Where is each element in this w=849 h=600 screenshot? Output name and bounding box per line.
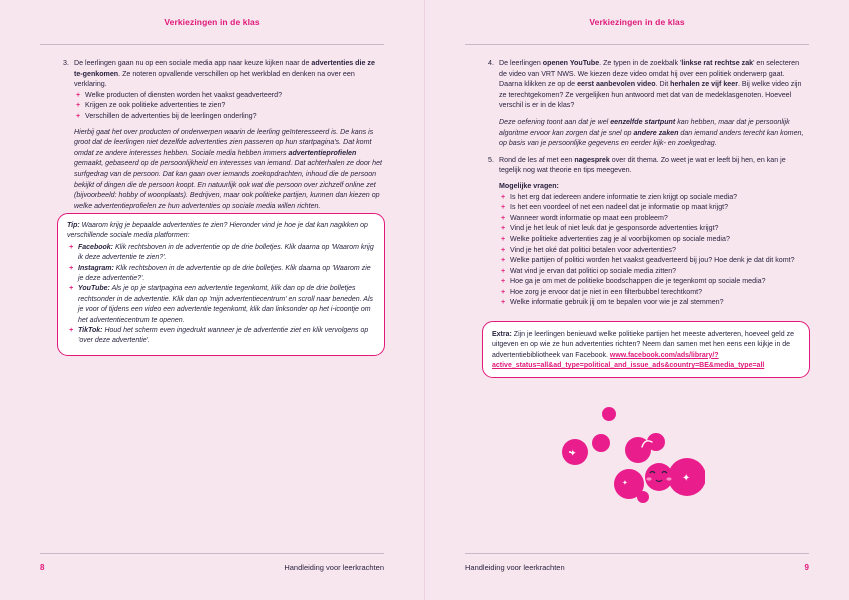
- text: Klik rechtsboven in de advertentie op de drie bolletjes. Klik daarna op 'Waarom krijg ik deze advertentie te zien?'.: [78, 243, 374, 262]
- question-text: Wanneer wordt informatie op maat een probleem?: [510, 213, 668, 222]
- list-item: [74, 111, 383, 122]
- text: De leerlingen: [499, 59, 543, 67]
- text: Hierbij gaat het over producten of onderwerpen waarin de leerling geïnteresseerd is. De kans is groot dat de leerlingen niet dezelfde advertenties zien passeren op hun startpagina's. Dat komt omdat ze andere interesses hebben. Sociale media hebben immers: [74, 127, 374, 157]
- header-title: Verkiezingen in de klas: [164, 17, 260, 27]
- list-item: [67, 284, 375, 326]
- bullet-list: [74, 90, 383, 122]
- text: dan iemand anders terecht kan komen, op basis van je persoonlijke gegevens en eerder kijk- en zoekgedrag.: [499, 128, 804, 148]
- footer-rule: [40, 553, 384, 554]
- text: kan hebben, maar dat je persoonlijk algoritme ervoor kan zorgen dat je snel op: [499, 117, 790, 137]
- list-item-text: Welke producten of diensten worden het vaakst geadverteerd?: [85, 90, 283, 99]
- footer-text: Handleiding voor leerkrachten: [284, 563, 384, 572]
- extra-text: [492, 330, 800, 372]
- text: . Dit: [655, 80, 671, 89]
- list-item: [67, 264, 375, 285]
- text: . Ze noteren opvallende verschillen op het werkblad en denken na over een verklaring.: [74, 69, 355, 89]
- platform-name: TikTok:: [78, 327, 103, 335]
- step-5-text: [499, 155, 808, 176]
- steps-4-5: [488, 58, 808, 308]
- question-text: Vind je het leuk of niet leuk dat je gesponsorde advertenties krijgt?: [510, 224, 719, 233]
- plus-icon: +: [76, 111, 81, 120]
- text: Zijn je leerlingen benieuwd welke politieke partijen het meeste adverteren, hoeveel geld ze uitgeven en op wie ze hun advertenties richten? Neem dan samen met hen eens een kijkje in de advertentiebibliotheek van Facebook.: [492, 331, 794, 359]
- question-item: [499, 223, 808, 234]
- question-text: Is het een voordeel of net een nadeel dat je informatie op maat krijgt?: [510, 203, 729, 212]
- step-number: 5.: [488, 155, 494, 164]
- text: Deze oefening toont aan dat je wel: [499, 117, 611, 126]
- header-rule: [40, 44, 384, 45]
- plus-icon: +: [501, 224, 506, 233]
- plus-icon: +: [501, 234, 506, 243]
- list-item: [67, 243, 375, 264]
- plus-icon: +: [501, 245, 506, 254]
- plus-icon: +: [501, 266, 506, 275]
- plus-icon: +: [501, 256, 506, 265]
- step-5-item: [488, 155, 808, 308]
- bold-text: advertentieprofielen: [288, 148, 357, 157]
- footer-rule: [465, 553, 809, 554]
- step-4-text: [499, 58, 808, 111]
- question-text: Is het erg dat iedereen andere informatie te zien krijgt op sociale media?: [510, 192, 738, 201]
- sparkle-icon: ✦: [569, 449, 577, 459]
- plus-icon: +: [501, 277, 506, 286]
- question-text: Welke partijen of politici worden het vaakst geadverteerd bij jou? Hoe denk je dat dit komt?: [510, 256, 795, 265]
- bold-text: andere zaken: [633, 128, 679, 137]
- step-3-item: [63, 58, 383, 211]
- right-page: [425, 0, 849, 600]
- question-text: Wat vind je ervan dat politici op sociale media zitten?: [510, 266, 677, 275]
- tip-box: [57, 213, 385, 356]
- text: Klik rechtsboven in de advertentie op de drie bolletjes. Klik daarna op 'Waarom zie je deze advertentie?'.: [78, 264, 371, 283]
- platform-name: Facebook:: [78, 243, 114, 251]
- left-page: [0, 0, 424, 600]
- text: gemaakt, gebaseerd op de persoonlijkheid en interesses van iemand. Dat achterhalen ze door het surfgedrag van de persoon. Dat kan gaan over iemands zoekopdrachten, inhoud die de persoon bekijkt of dingen die de persoon koopt. En natuurlijk ook wat die persoon over zichzelf online zet (bijvoorbeeld: hobby of woonplaats). Bedrijven, maar ook politieke partijen, kunnen dan kiezen op welke advertentieprofielen ze hun advertenties op sociale media willen richten.: [74, 159, 382, 210]
- question-text: Hoe ga je om met de politieke boodschappen die je tegenkomt op sociale media?: [510, 277, 766, 286]
- list-item: [67, 326, 375, 347]
- question-item: [499, 202, 808, 213]
- sparkle-icon: ✦: [682, 473, 691, 484]
- bubble: [592, 434, 610, 452]
- question-item: [499, 213, 808, 224]
- text: ' en selecteren de video van VRT NWS. We kiezen deze video omdat hij over een politiek onderwerp gaat. Daarna klikken ze op de: [499, 59, 800, 89]
- sparkle-icon: ✦: [622, 479, 628, 487]
- tip-list: [67, 243, 375, 347]
- platform-name: YouTube:: [78, 285, 110, 293]
- plus-icon: +: [501, 203, 506, 212]
- bold-text: advertenties die ze te-genkomen: [74, 59, 375, 78]
- question-text: Hoe zorg je ervoor dat je niet in een filterbubbel terechtkomt?: [510, 287, 703, 296]
- bubble-face: [645, 463, 673, 491]
- question-text: Welke informatie gebruik jij om te bepalen voor wie je zal stemmen?: [510, 298, 724, 307]
- bold-text: eerst aanbevolen video: [577, 80, 656, 89]
- question-item: [499, 266, 808, 277]
- bold-text: nagesprek: [574, 155, 610, 164]
- question-item: [499, 297, 808, 308]
- question-item: [499, 192, 808, 203]
- plus-icon: +: [501, 287, 506, 296]
- text: Houd het scherm even ingedrukt wanneer je de advertentie ziet en klik vervolgens op 'over deze advertentie'.: [78, 327, 369, 345]
- text: . Bij welke video zijn ze terechtgekomen? Ze vergelijken hun antwoord met dat van de medeklasgenoten. Hoeveel verschil is er in de klas?: [499, 80, 802, 110]
- plus-icon: +: [69, 243, 74, 251]
- question-item: [499, 234, 808, 245]
- list-item: [74, 100, 383, 111]
- plus-icon: +: [501, 192, 506, 201]
- platform-name: Instagram:: [78, 264, 114, 272]
- plus-icon: +: [76, 101, 81, 110]
- text: Waarom krijg je bepaalde advertenties te zien? Hieronder vind je hoe je dat kan nagikken op verschillende sociale media platformen:: [67, 222, 368, 240]
- bold-text: herhalen ze vijf keer: [670, 80, 738, 89]
- list-item-text: Verschillen de advertenties bij de leerlingen onderling?: [85, 111, 257, 120]
- cheek: [666, 477, 671, 480]
- bubble: [637, 491, 649, 503]
- bubble: [602, 407, 616, 421]
- facebook-ad-library-link[interactable]: www.facebook.com/ads/library/?active_status=all&ad_type=political_and_issue_ads&country=BE&media_type=all: [492, 351, 765, 370]
- question-item: [499, 255, 808, 266]
- bold-text: openen YouTube: [542, 59, 600, 67]
- step-4-note: [499, 117, 808, 149]
- question-item: [499, 276, 808, 287]
- list-item-text: Krijgen ze ook politieke advertenties te zien?: [85, 101, 226, 110]
- step-3-note: [74, 127, 383, 212]
- page-number: 8: [40, 563, 45, 572]
- page-number: 9: [804, 563, 809, 572]
- question-text: Vind je het oké dat politici betalen voor advertenties?: [510, 245, 676, 254]
- text: . Ze typen in de zoekbalk ': [599, 59, 682, 67]
- header-title: Verkiezingen in de klas: [589, 17, 685, 27]
- plus-icon: +: [501, 298, 506, 307]
- text: De leerlingen gaan nu op een sociale media app naar keuze kijken naar de: [74, 59, 312, 67]
- footer-text: Handleiding voor leerkrachten: [465, 563, 565, 572]
- plus-icon: +: [69, 285, 74, 293]
- bold-text: eenzelfde startpunt: [610, 117, 676, 126]
- step-number: 4.: [488, 59, 494, 67]
- plus-icon: +: [76, 90, 81, 99]
- bubble: [647, 433, 665, 451]
- text: Rond de les af met een: [499, 155, 575, 164]
- tip-intro: [67, 221, 375, 242]
- text: Als je op je startpagina een advertentie tegenkomt, klik dan op de drie bolletjes rechtsonder in de advertentie. Klik dan op 'mijn advertentiecentrum' en scroll naar beneden. Als je voor of tijdens een video een advertentie tegenkomt, klik dan linksonder op het i-icoontje om het advertentiecentrum te openen.: [78, 285, 374, 324]
- step-4-item: [488, 58, 808, 149]
- tip-label: Tip:: [67, 222, 80, 229]
- question-item: [499, 245, 808, 256]
- extra-box: [482, 321, 810, 378]
- list-item: [74, 90, 383, 101]
- extra-label: Extra:: [492, 331, 512, 338]
- plus-icon: +: [69, 327, 74, 335]
- question-item: [499, 287, 808, 298]
- step-number: 3.: [63, 59, 69, 67]
- header-rule: [465, 44, 809, 45]
- cheek: [646, 477, 651, 480]
- plus-icon: +: [69, 264, 74, 272]
- step-3: [63, 58, 383, 211]
- bold-text: linkse rat rechtse zak: [681, 59, 754, 67]
- text: over dit thema. Zo weet je wat er leeft bij hen, en kan je tegelijk nog wat theorie en tips meegeven.: [499, 155, 786, 175]
- questions-title: Mogelijke vragen:: [499, 181, 559, 190]
- pink-bubbles-illustration: [555, 405, 705, 505]
- plus-icon: +: [501, 213, 506, 222]
- question-text: Welke politieke advertenties zag je al voorbijkomen op sociale media?: [510, 234, 730, 243]
- question-list: [499, 192, 808, 309]
- step-3-intro: [74, 58, 383, 90]
